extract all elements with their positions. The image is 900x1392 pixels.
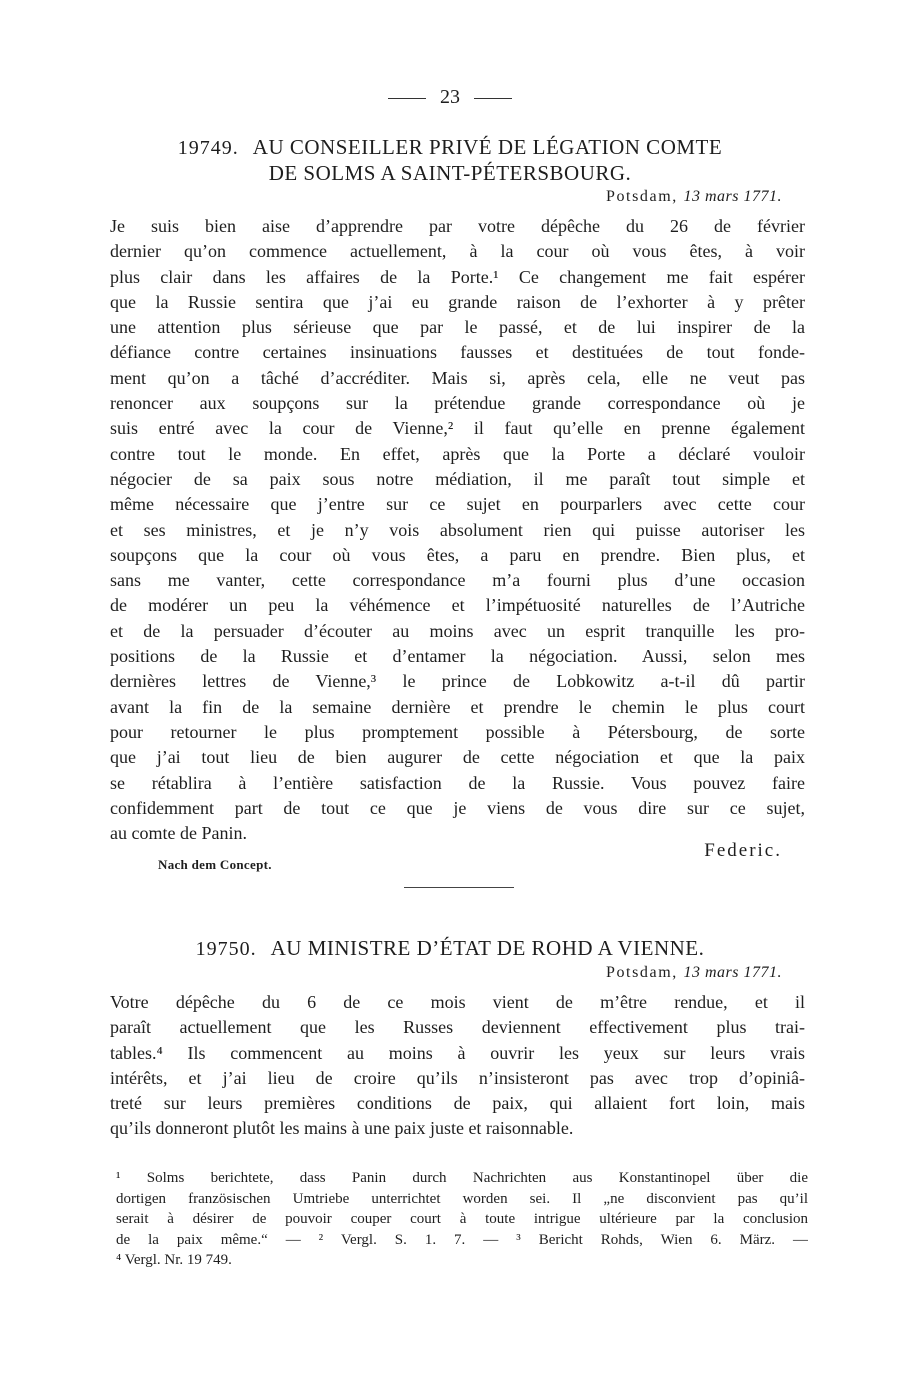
text-line: pour retourner le plus promptement possible à Pétersbourg, de sorte bbox=[110, 721, 805, 742]
text-line: de la paix même.“ — ² Vergl. S. 1. 7. — ³ Bericht Rohds, Wien 6. März. — bbox=[116, 1231, 808, 1248]
letter1-title-line1: 19749. AU CONSEILLER PRIVÉ DE LÉGATION COMTE bbox=[177, 135, 723, 159]
dash-left bbox=[388, 98, 426, 99]
text-line: dernier qu’on commence actuellement, à la cour où vous êtes, à voir bbox=[110, 241, 805, 262]
text-line: que j’ai tout lieu de bien augurer de cette négociation et que la paix bbox=[110, 747, 805, 768]
text-line: et de la persuader d’écouter au moins avec un esprit tranquille les pro- bbox=[110, 620, 805, 641]
text-line: ment qu’on a tâché d’accréditer. Mais si, après cela, elle ne veut pas bbox=[110, 367, 805, 388]
letter1-dateline: Potsdam, 13 mars 1771. bbox=[605, 188, 782, 205]
text-line: paraît actuellement que les Russes deviennent effectivement plus trai- bbox=[110, 1017, 805, 1038]
text-line: négocier de sa paix sous notre médiation, il me paraît tout simple et bbox=[110, 468, 805, 489]
text-line: qu’ils donneront plutôt les mains à une paix juste et raisonnable. bbox=[110, 1118, 574, 1139]
section-divider bbox=[404, 887, 514, 888]
text-line: contre tout le monde. En effet, après que la Porte a déclaré vouloir bbox=[110, 443, 805, 464]
text-line: Je suis bien aise d’apprendre par votre dépêche du 26 de février bbox=[110, 216, 805, 236]
text-line: de modérer un peu la véhémence et l’impétuosité naturelles de l’Autriche bbox=[110, 595, 805, 616]
text-line: ⁴ Vergl. Nr. 19 749. bbox=[116, 1252, 232, 1268]
text-line: et ses ministres, et je n’y vois absolument rien qui puisse autoriser les bbox=[110, 519, 805, 540]
footnotes bbox=[116, 1168, 808, 1271]
text-line: que la Russie sentira que j’ai eu grande raison de l’exhorter à y prêter bbox=[110, 291, 805, 312]
text-line: au comte de Panin. bbox=[110, 823, 247, 844]
text-line: confidemment part de tout ce que je viens de vous dire sur ce sujet, bbox=[110, 797, 805, 818]
letter2-dateline: Potsdam, 13 mars 1771. bbox=[605, 964, 782, 981]
letter2-number: 19750. bbox=[195, 938, 257, 960]
text-line: ¹ Solms berichtete, dass Panin durch Nachrichten aus Konstantinopel über die bbox=[116, 1170, 808, 1186]
page-number: 23 bbox=[0, 86, 900, 109]
text-line: défiance contre certaines insinuations fausses et destituées de tout fonde- bbox=[110, 342, 805, 363]
text-line: soupçons que la cour où vous êtes, a paru en prendre. Bien plus, et bbox=[110, 544, 805, 565]
letter2-body bbox=[110, 990, 805, 1142]
text-line: suis entré avec la cour de Vienne,² il faut qu’elle en prenne également bbox=[110, 418, 805, 439]
dash-right bbox=[474, 98, 512, 99]
text-line: se rétablira à l’entière satisfaction de la Russie. Vous pouvez faire bbox=[110, 772, 805, 793]
letter1-title-line2: DE SOLMS A SAINT-PÉTERSBOURG. bbox=[268, 161, 632, 185]
text-line: renoncer aux soupçons sur la prétendue grande correspondance où je bbox=[110, 393, 805, 414]
text-line: tables.⁴ Ils commencent au moins à ouvrir les yeux sur leurs vrais bbox=[110, 1042, 805, 1063]
text-line: Votre dépêche du 6 de ce mois vient de m’être rendue, et il bbox=[110, 992, 805, 1012]
text-line: une attention plus sérieuse que par le passé, et de lui inspirer de la bbox=[110, 317, 805, 338]
text-line: dernières lettres de Vienne,³ le prince de Lobkowitz a-t-il dû partir bbox=[110, 671, 805, 692]
letter2-title: 19750. AU MINISTRE D’ÉTAT DE ROHD A VIENNE. bbox=[195, 936, 705, 960]
text-line: dortigen französischen Umtriebe unterrichtet worden sei. Il „ne disconvient pas qu’il bbox=[116, 1190, 808, 1207]
text-line: serait à désirer de pouvoir couper court à toute intrigue ultérieure par la conclusion bbox=[116, 1211, 808, 1227]
text-line: plus clair dans les affaires de la Porte.¹ Ce changement me fait espérer bbox=[110, 266, 805, 287]
text-line: sans me vanter, cette correspondance m’a fourni plus d’une occasion bbox=[110, 570, 805, 591]
text-line: même nécessaire que j’entre sur ce sujet en pourparlers avec cette cour bbox=[110, 494, 805, 515]
text-line: avant la fin de la semaine dernière et prendre le chemin le plus court bbox=[110, 696, 805, 717]
letter1-signature: Federic. bbox=[704, 840, 782, 861]
text-line: treté sur leurs premières conditions de paix, qui allaient fort loin, mais bbox=[110, 1093, 805, 1114]
letter1-body bbox=[110, 214, 805, 846]
text-line: intérêts, et j’ai lieu de croire qu’ils n’insisteront pas avec trop d’opiniâ- bbox=[110, 1067, 805, 1088]
text-line: positions de la Russie et d’entamer la négociation. Aussi, selon mes bbox=[110, 646, 805, 667]
letter1-source-note: Nach dem Concept. bbox=[158, 857, 272, 872]
letter1-number: 19749. bbox=[177, 137, 239, 159]
